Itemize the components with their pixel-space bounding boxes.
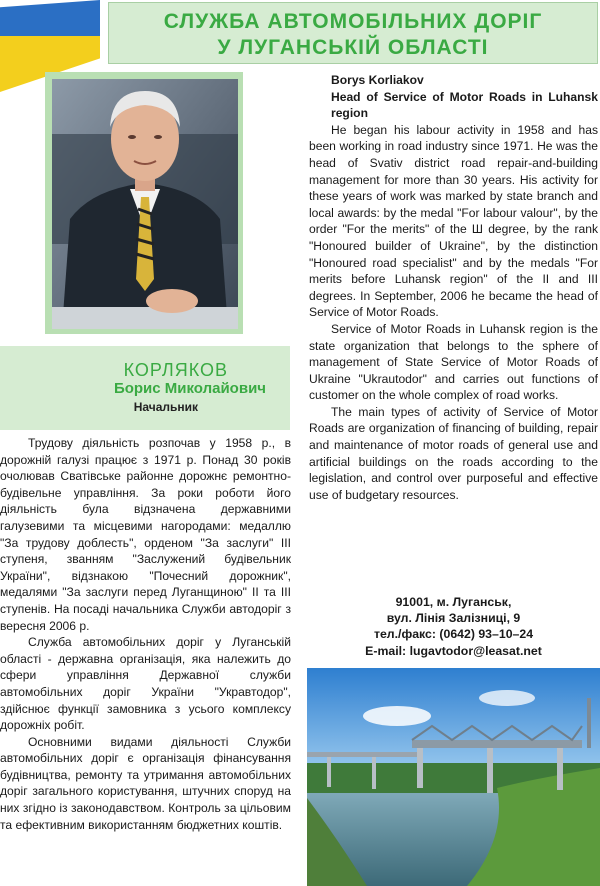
ua-paragraph-3: Основними видами діяльності Служби автомобільних доріг є організація фінансування будівництва, ремонту та утримання автомобільних доріг загального користування, штучних споруд на них згідно із законодавством. Контроль за цільовим та ефективним використанням бюджетних коштів. — [0, 734, 291, 832]
address-line-1: 91001, м. Луганськ, — [395, 595, 512, 609]
en-paragraph-2: Service of Motor Roads in Luhansk region is the state organization that belongs to the sphere of management of State Service of Motor Roads of Ukraine "Ukrautodor" and carries out functions of customer on the whole complex of road works. — [309, 321, 598, 403]
name-panel — [0, 346, 290, 430]
portrait-photo — [52, 79, 238, 329]
bridge-landscape-photo — [307, 668, 600, 886]
address-line-2: вул. Лінія Залізниці, 9 — [386, 611, 521, 626]
email-address: E-mail: lugavtodor@leasat.net — [365, 643, 542, 658]
flag-blue-stripe — [0, 0, 100, 36]
english-text — [309, 72, 598, 503]
first-name: Борис Миколайович — [113, 380, 266, 397]
en-paragraph-1: He began his labour activity in 1958 and has been working in road industry since 1971. He was the head of Svativ district road repair-and-building management for more than 30 years. His activity for these years of work was marked by state branch and local awards: by the medal "For labour valour", by the order "For the merits" of the Ш degree, by the rank "Honoured builder of Ukraine", by the distinction "Honoured road specialist" and by the medals "For merits before Luhansk region" of the II and III degrees. In September, 2006 he became the head of Service of Motor Roads. — [309, 122, 598, 320]
phone-fax: тел./факс: (0642) 93–10–24 — [373, 627, 534, 642]
ua-paragraph-2: Служба автомобільних доріг у Луганській області - державна організація, яка належить до сфери управління Державної служби автомобільних доріг України "Укравтодор", здійснює функції замовника з усього комплексу дорожніх робіт. — [0, 635, 291, 733]
title-banner — [108, 2, 598, 64]
position-title: Начальник — [133, 400, 198, 414]
ua-paragraph-1: Трудову діяльність розпочав у 1958 р., в дорожній галузі працює з 1971 р. Понад 30 років очолював Сватівське районне дорожнє ремонтно-будівельне управління. За роки роботи його діяльність була відзначена державними галузевими та місцевими нагородами: медаллю "За трудову доблесть", орденом "За заслуги" III ступеня, званням "Заслужений будівельник України", відзнакою "Почесний дорожник", медалями "За заслуги перед Луганщиною" II та III ступенів. На посаді начальника Служби автодоріг з вересня 2006 р. — [0, 436, 291, 633]
surname: КОРЛЯКОВ — [123, 360, 228, 380]
en-paragraph-3: The main types of activity of Service of Motor Roads are organization of financing of building, repair and maintenance of motor roads of general use and artificial buildings on the roads according to the legislation, and control over purposeful and effective use of budgetary resources. — [309, 404, 598, 502]
en-person-title: Head of Service of Motor Roads in Luhansk region — [331, 89, 598, 121]
title-line-2: У ЛУГАНСЬКІЙ ОБЛАСТІ — [217, 36, 489, 59]
en-person-name: Borys Korliakov — [331, 73, 424, 87]
title-line-1: СЛУЖБА АВТОМОБІЛЬНИХ ДОРІГ — [163, 10, 543, 33]
header — [0, 0, 600, 66]
contact-address — [309, 594, 598, 659]
ukrainian-text — [0, 435, 291, 833]
